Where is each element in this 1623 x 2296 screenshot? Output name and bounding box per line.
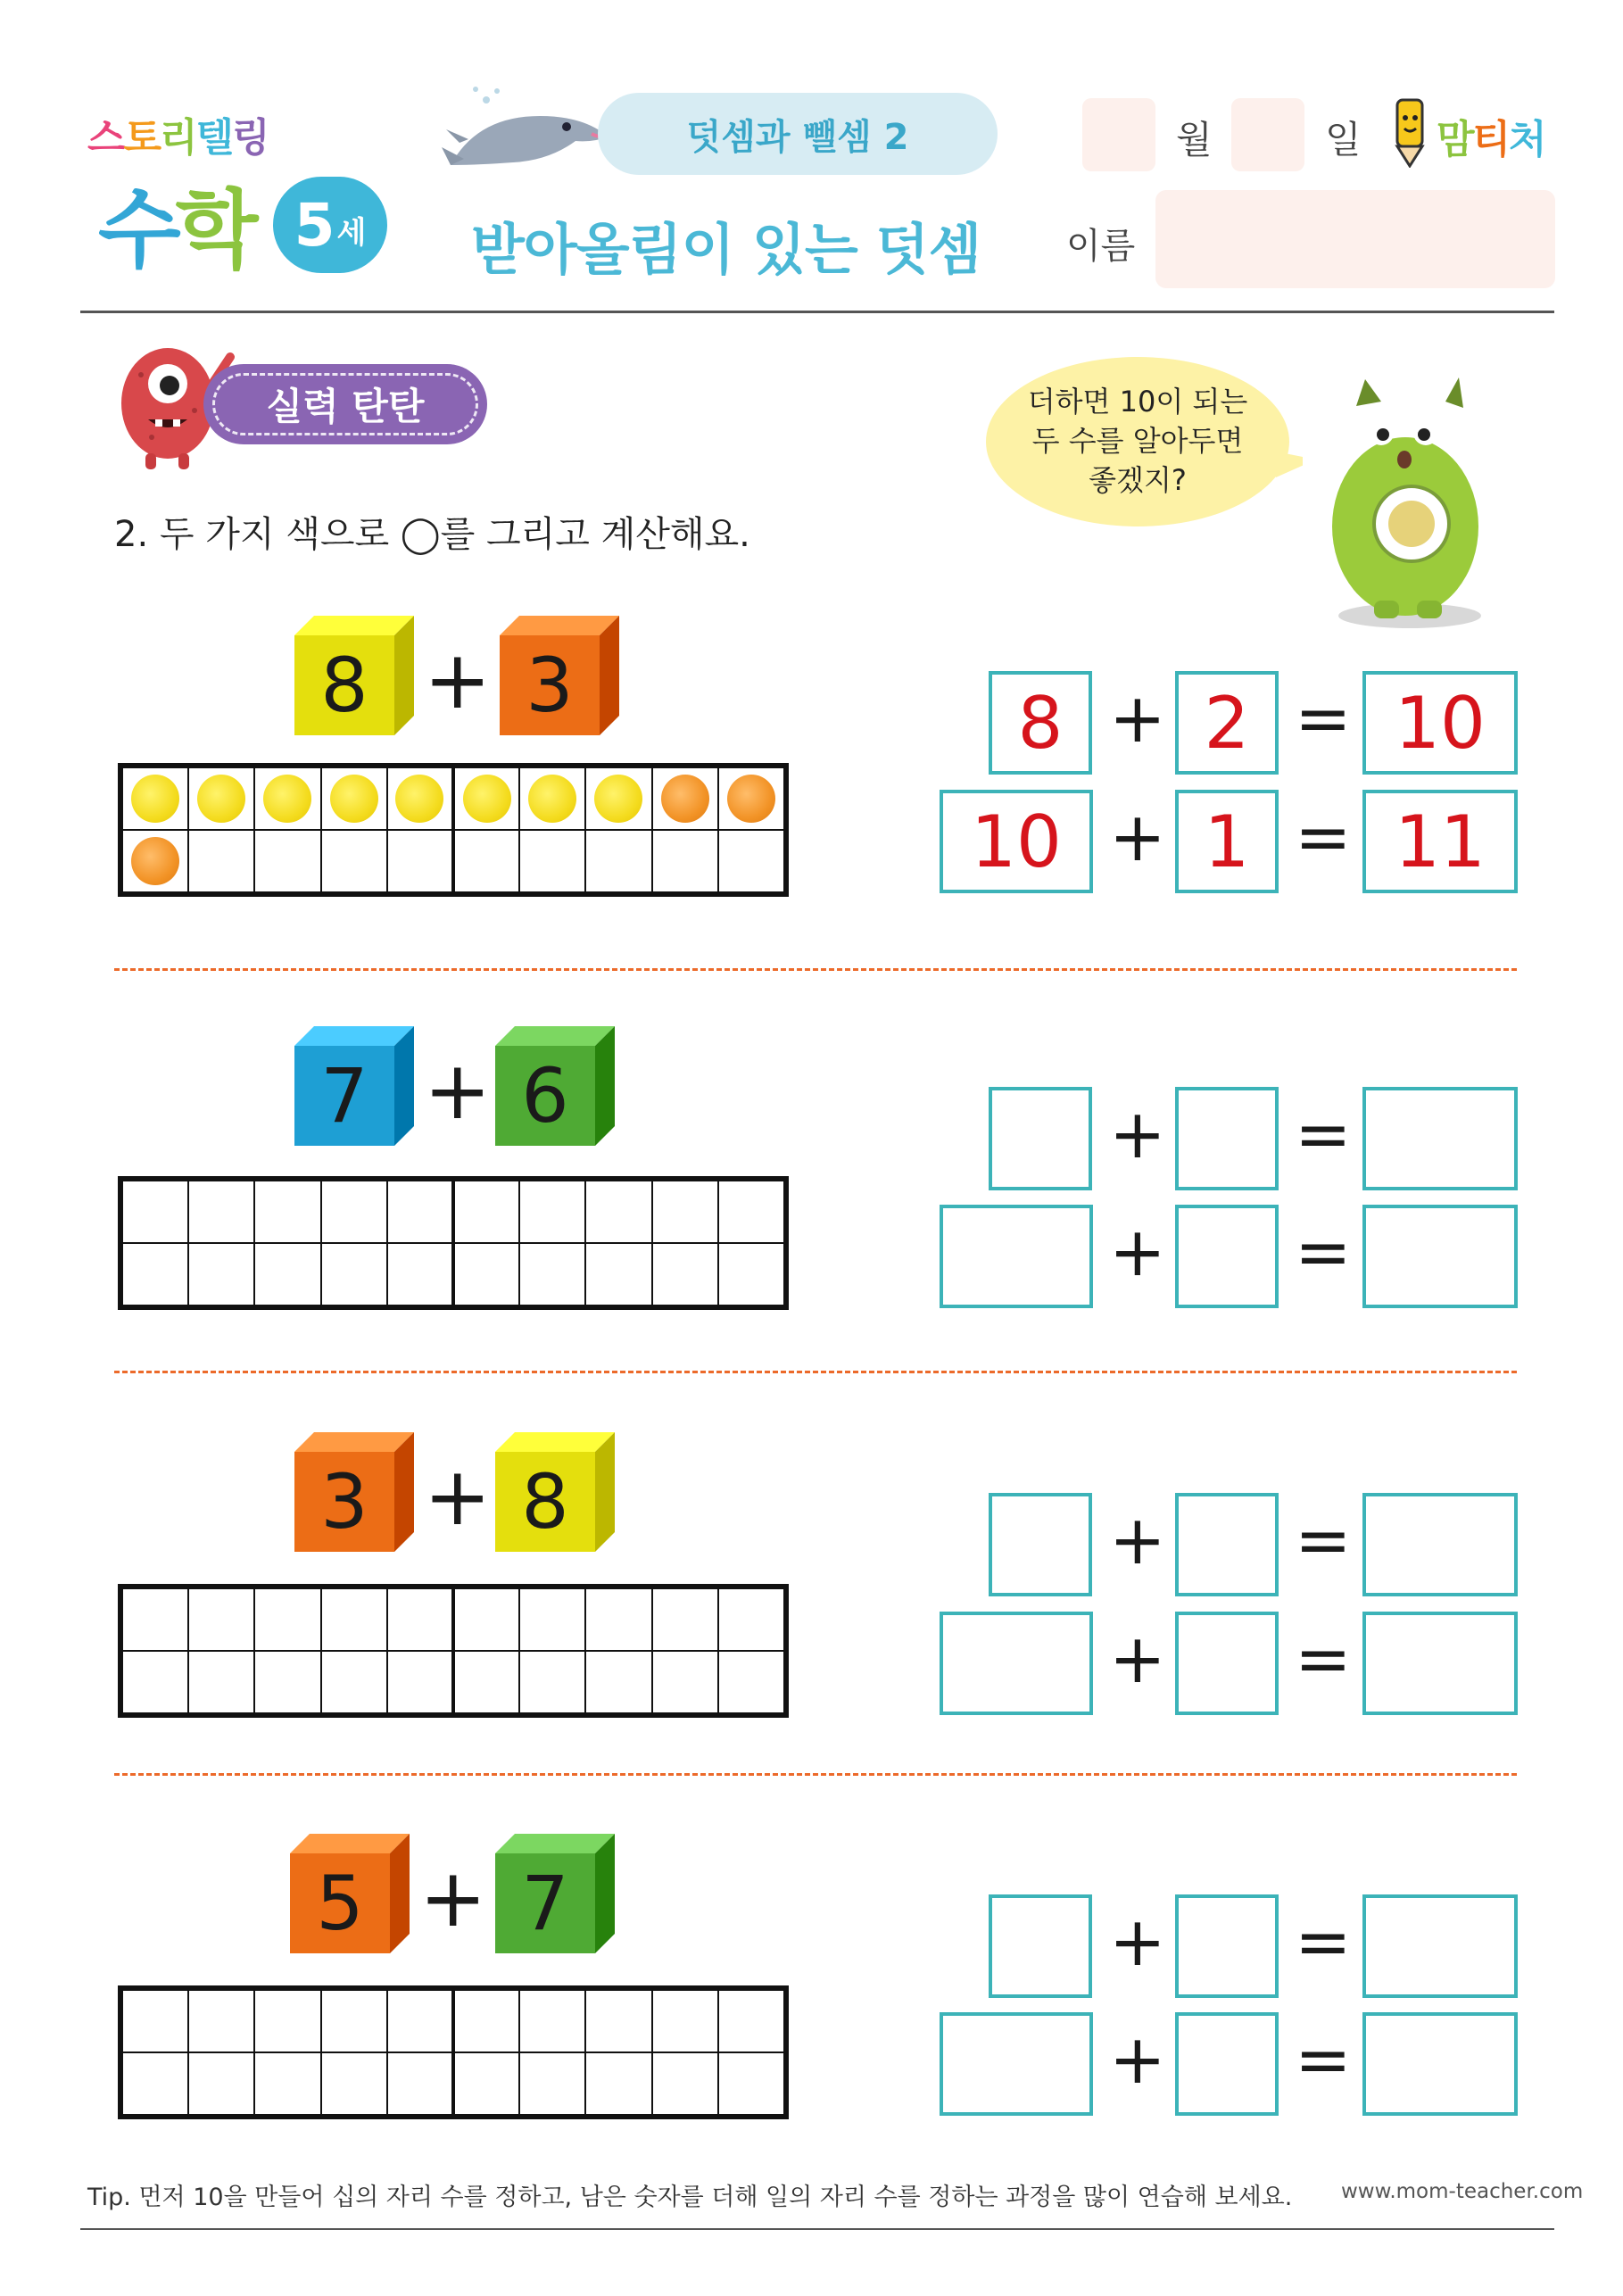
subject-logo: 수학 [98,180,253,280]
ten-frame-cell[interactable] [519,1181,585,1243]
ten-frame-cell[interactable] [321,1990,387,2052]
site-url[interactable]: www.mom-teacher.com [1341,2180,1584,2203]
ten-frame[interactable] [118,1176,789,1310]
ten-frame-cell[interactable] [519,830,585,892]
ten-frame-cell[interactable] [188,1243,254,1305]
cube-number: 7 [320,1052,368,1140]
ten-frame-cell[interactable] [718,767,784,830]
ten-frame-cell[interactable] [585,1990,651,2052]
ten-frame-cell[interactable] [254,1243,320,1305]
cube-number: 6 [521,1052,569,1140]
ten-frame-cell[interactable] [652,1588,718,1651]
ten-frame-cell[interactable] [387,1243,453,1305]
ten-frame-cell[interactable] [453,1651,519,1713]
answer-box-second-addend[interactable] [1175,1894,1279,1998]
counter-circle [594,775,642,823]
ten-frame-cell[interactable] [188,767,254,830]
ten-frame-cell[interactable] [254,2052,320,2115]
addend-a-cube [294,1432,414,1552]
ten-frame-cell[interactable] [652,2052,718,2115]
question-text: 2. 두 가지 색으로 ◯를 그리고 계산해요. [114,514,750,555]
ten-frame-cell[interactable] [122,2052,188,2115]
ten-frame-cell[interactable] [321,1243,387,1305]
ten-frame-cell[interactable] [585,1181,651,1243]
addend-b-cube [500,616,619,735]
counter-circle [263,775,311,823]
equals-sign: = [1295,1212,1352,1291]
ten-frame-cell[interactable] [453,1243,519,1305]
ten-frame-cell[interactable] [188,830,254,892]
ten-frame-cell[interactable] [321,2052,387,2115]
ten-frame-cell[interactable] [652,1243,718,1305]
brand-logo: 맘티처 [1437,117,1545,162]
answer-box-total[interactable] [1362,1205,1518,1308]
ten-frame-cell[interactable] [321,1651,387,1713]
answer-box-sum[interactable]: 10 [1362,671,1518,775]
ten-frame-cell[interactable] [718,2052,784,2115]
problem-divider [114,1371,1517,1373]
tip-text: Tip. 먼저 10을 만들어 십의 자리 수를 정하고, 남은 숫자를 더해 일의 자리 수를 정하는 과정을 많이 연습해 보세요. [87,2184,1293,2211]
ten-frame-cell[interactable] [387,2052,453,2115]
ten-frame-cell[interactable] [585,767,651,830]
counter-circle [131,837,179,885]
header-divider [80,311,1554,313]
cube-number: 8 [521,1458,569,1546]
cube-number: 3 [526,642,574,729]
equals-sign: = [1295,1902,1352,1981]
ten-frame-cell[interactable] [519,1588,585,1651]
ten-frame-cell[interactable] [387,1990,453,2052]
ten-frame-cell[interactable] [453,1990,519,2052]
day-field[interactable] [1231,98,1304,171]
answer-box-ten[interactable] [940,1612,1093,1715]
addend-a-cube [294,1026,414,1146]
name-field[interactable] [1155,190,1555,288]
age-badge [273,177,387,273]
answer-box-remainder[interactable] [1175,1612,1279,1715]
answer-box-ten[interactable] [940,2012,1093,2116]
plus-sign: + [419,1852,487,1945]
ten-frame-cell[interactable] [122,1181,188,1243]
ten-frame-cell[interactable] [321,1181,387,1243]
addend-b-cube [495,1026,615,1146]
answer-box-remainder[interactable] [1175,2012,1279,2116]
ten-frame-cell[interactable] [188,2052,254,2115]
addend-b-cube [495,1432,615,1552]
plus-sign: + [1109,797,1166,876]
ten-frame-cell[interactable] [122,1651,188,1713]
plus-sign: + [1109,1619,1166,1698]
ten-frame-cell[interactable] [254,1181,320,1243]
ten-frame-cell[interactable] [519,1990,585,2052]
ten-frame-cell[interactable] [652,1990,718,2052]
pencil-mascot-icon [1390,96,1431,168]
day-label: 일 [1325,118,1362,162]
ten-frame-cell[interactable] [718,1243,784,1305]
dolphin-illustration [442,80,620,196]
answer-box-sum[interactable] [1362,1894,1518,1998]
answer-box-total[interactable] [1362,1612,1518,1715]
counter-circle [131,775,179,823]
ten-frame-cell[interactable] [122,830,188,892]
answer-box-second-addend[interactable] [1175,1087,1279,1190]
ten-frame-cell[interactable] [387,1181,453,1243]
addend-a-cube [294,616,414,735]
ten-frame-cell[interactable] [387,1588,453,1651]
ten-frame-cell[interactable] [122,1990,188,2052]
ten-frame-cell[interactable] [122,1588,188,1651]
answer-box-first-addend[interactable] [989,1894,1092,1998]
addend-a-cube [290,1834,410,1953]
addend-b-cube [495,1834,615,1953]
ten-frame-cell[interactable] [453,767,519,830]
counter-circle [661,775,709,823]
answer-box-first-addend[interactable] [989,1493,1092,1596]
ten-frame-cell[interactable] [321,830,387,892]
answer-box-first-addend[interactable]: 8 [989,671,1092,775]
plus-sign: + [1109,1500,1166,1579]
ten-frame-cell[interactable] [519,1651,585,1713]
plus-sign: + [1109,2019,1166,2099]
ten-frame-cell[interactable] [519,767,585,830]
ten-frame-cell[interactable] [387,830,453,892]
month-field[interactable] [1082,98,1155,171]
plus-sign: + [1109,1212,1166,1291]
answer-box-second-addend[interactable]: 2 [1175,671,1279,775]
ten-frame-cell[interactable] [718,830,784,892]
ten-frame-cell[interactable] [585,1588,651,1651]
problem-divider [114,1773,1517,1776]
ten-frame-cell[interactable] [122,767,188,830]
plus-sign: + [424,634,492,727]
section-label: 실력 탄탄 [266,385,425,428]
ten-frame-cell[interactable] [718,1588,784,1651]
answer-box-sum[interactable] [1362,1087,1518,1190]
counter-circle [528,775,576,823]
counter-circle [727,775,775,823]
green-monster-mascot-icon [1312,370,1508,638]
footer-divider [80,2228,1554,2230]
plus-sign: + [1109,678,1166,758]
ten-frame-cell[interactable] [254,830,320,892]
answer-box-first-addend[interactable] [989,1087,1092,1190]
ten-frame-cell[interactable] [718,1651,784,1713]
answer-box-ten[interactable]: 10 [940,790,1093,893]
sheet-title: 받아올림이 있는 덧셈 [471,217,981,282]
section-badge [203,364,487,444]
answer-box-sum[interactable] [1362,1493,1518,1596]
answer-box-total[interactable]: 11 [1362,790,1518,893]
ten-frame-cell[interactable] [652,767,718,830]
answer-box-ten[interactable] [940,1205,1093,1308]
equals-sign: = [1295,2019,1352,2099]
cube-number: 8 [320,642,368,729]
ten-frame-cell[interactable] [188,1990,254,2052]
equals-sign: = [1295,678,1352,758]
plus-sign: + [1109,1094,1166,1173]
topic-pill: 덧셈과 뺄셈 2 [598,93,998,175]
ten-frame-cell[interactable] [254,1990,320,2052]
cube-number: 5 [316,1860,364,1947]
ten-frame-cell[interactable] [188,1651,254,1713]
ten-frame-cell[interactable] [652,1651,718,1713]
ten-frame-cell[interactable] [585,1651,651,1713]
ten-frame-cell[interactable] [254,1651,320,1713]
ten-frame-cell[interactable] [453,1181,519,1243]
counter-circle [330,775,378,823]
ten-frame-cell[interactable] [321,767,387,830]
ten-frame-cell[interactable] [585,2052,651,2115]
plus-sign: + [424,1450,492,1544]
cube-number: 3 [320,1458,368,1546]
equals-sign: = [1295,797,1352,876]
counter-circle [197,775,245,823]
ten-frame-cell[interactable] [652,830,718,892]
bubble-line-1: 더하면 10이 되는 [1027,385,1248,419]
ten-frame-cell[interactable] [718,1181,784,1243]
age-unit: 세 [336,214,367,251]
counter-circle [395,775,443,823]
bubble-line-2: 두 수를 알아두면 [1031,424,1244,458]
series-logo-text: 스토리텔링 [87,115,269,161]
equals-sign: = [1295,1619,1352,1698]
ten-frame-cell[interactable] [188,1588,254,1651]
counter-circle [463,775,511,823]
ten-frame-cell[interactable] [519,1243,585,1305]
answer-box-second-addend[interactable] [1175,1493,1279,1596]
ten-frame-cell[interactable] [254,767,320,830]
ten-frame-cell[interactable] [453,830,519,892]
equals-sign: = [1295,1500,1352,1579]
ten-frame-cell[interactable] [453,2052,519,2115]
plus-sign: + [1109,1902,1166,1981]
problem-divider [114,968,1517,971]
ten-frame-cell[interactable] [453,1588,519,1651]
ten-frame[interactable] [118,1985,789,2119]
answer-box-total[interactable] [1362,2012,1518,2116]
ten-frame[interactable] [118,763,789,897]
ten-frame-cell[interactable] [387,767,453,830]
ten-frame-cell[interactable] [585,1243,651,1305]
ten-frame-cell[interactable] [718,1990,784,2052]
ten-frame-cell[interactable] [122,1243,188,1305]
answer-box-remainder[interactable] [1175,1205,1279,1308]
plus-sign: + [424,1044,492,1138]
answer-box-remainder[interactable]: 1 [1175,790,1279,893]
ten-frame[interactable] [118,1584,789,1718]
equals-sign: = [1295,1094,1352,1173]
cube-number: 7 [521,1860,569,1947]
ten-frame-cell[interactable] [254,1588,320,1651]
ten-frame-cell[interactable] [585,830,651,892]
bubble-line-3: 좋겠지? [1089,463,1187,497]
ten-frame-cell[interactable] [652,1181,718,1243]
ten-frame-cell[interactable] [321,1588,387,1651]
month-label: 월 [1176,118,1213,162]
age-number: 5 [294,190,335,260]
ten-frame-cell[interactable] [387,1651,453,1713]
ten-frame-cell[interactable] [188,1181,254,1243]
name-label: 이름 [1066,226,1136,267]
speech-bubble-text [990,382,1285,500]
ten-frame-cell[interactable] [519,2052,585,2115]
